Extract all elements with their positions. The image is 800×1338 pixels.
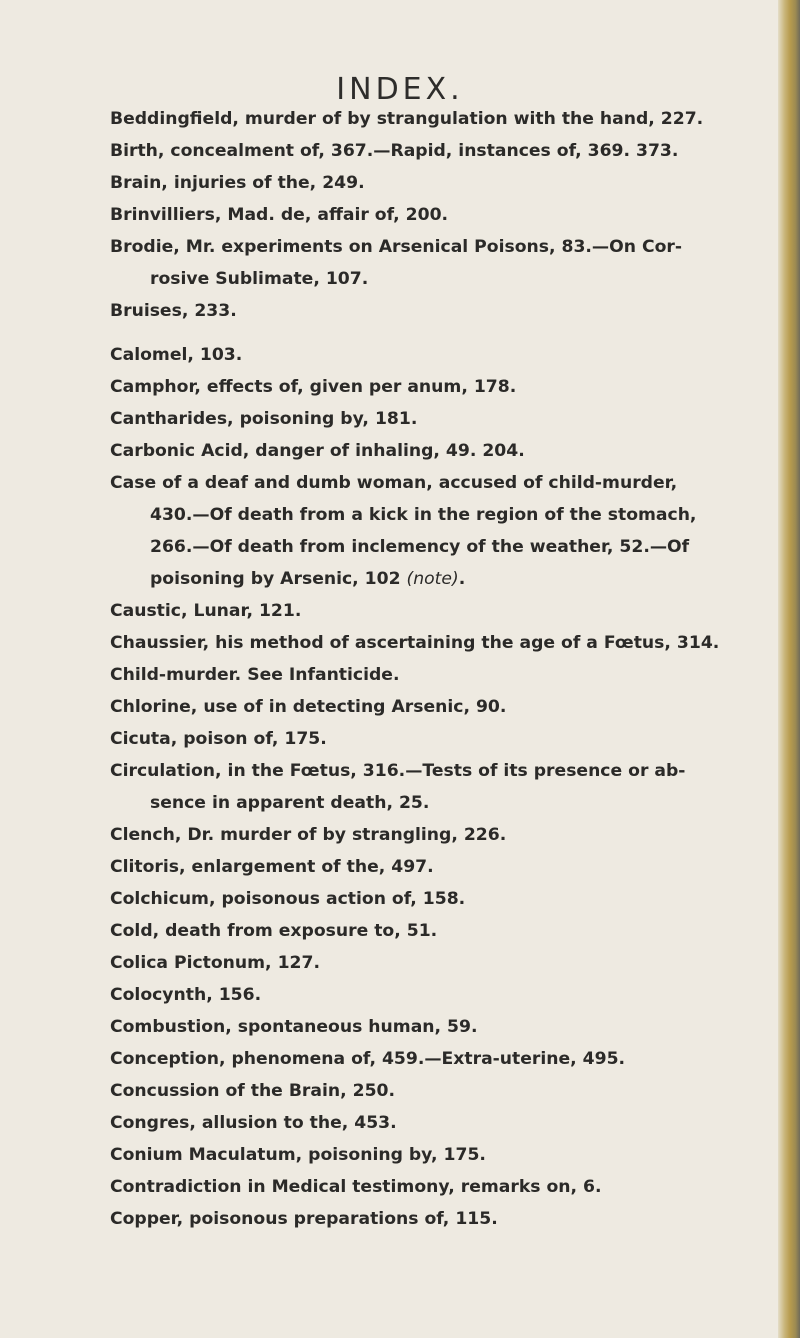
index-entry-line: Conium Maculatum, poisoning by, 175. [110,1145,486,1165]
index-entry [110,883,770,915]
index-entry-line: Combustion, spontaneous human, 59. [110,1017,478,1037]
index-entry-line: Clitoris, enlargement of the, 497. [110,857,434,877]
index-entry-line: Colchicum, poisonous action of, 158. [110,889,466,909]
index-entry-line: Cicuta, poison of, 175. [110,729,327,749]
index-entry-line: Concussion of the Brain, 250. [110,1081,396,1101]
page-edge [778,0,800,1338]
index-entry [110,199,770,231]
index-entry [110,295,770,327]
index-entry [110,1043,770,1075]
index-entry-line: Contradiction in Medical testimony, remarks on, 6. [110,1177,602,1197]
index-entry [110,1075,770,1107]
index-entry-line: Brinvilliers, Mad. de, affair of, 200. [110,205,449,225]
index-entry-line: Copper, poisonous preparations of, 115. [110,1209,498,1229]
index-entry [110,403,770,435]
index-entry [110,1171,770,1203]
index-entry-line: Colica Pictonum, 127. [110,953,320,973]
index-entry [110,103,770,135]
index-entry-line: Cold, death from exposure to, 51. [110,921,438,941]
index-entry-line: rosive Sublimate, 107. [150,269,369,289]
page-heading: INDEX. [336,72,464,107]
index-entry-line: Beddingfield, murder of by strangulation with the hand, 227. [110,109,704,129]
index-entry-line: Chlorine, use of in detecting Arsenic, 90. [110,697,507,717]
index-entry [110,755,770,819]
index-entry-line: Brodie, Mr. experiments on Arsenical Poisons, 83.—On Cor- [110,237,682,257]
index-entry [110,627,770,659]
index-entry-line: Child-murder. See Infanticide. [110,665,400,685]
index-entry [110,1203,770,1235]
index-entry [110,1011,770,1043]
index-entry-line: 430.—Of death from a kick in the region of the stomach, [150,505,697,525]
index-entry [110,467,770,595]
index-entry [110,435,770,467]
index-entry-line: 266.—Of death from inclemency of the weather, 52.—Of [150,537,690,557]
index-entry [110,819,770,851]
index-entry-line: Chaussier, his method of ascertaining the age of a Fœtus, 314. [110,633,720,653]
index-entry [110,723,770,755]
index-entry-line: Conception, phenomena of, 459.—Extra-uterine, 495. [110,1049,626,1069]
index-entry-line: Brain, injuries of the, 249. [110,173,365,193]
index-entry-line: sence in apparent death, 25. [150,793,430,813]
index-entry [110,947,770,979]
index-entry-note: (note) [406,569,459,589]
index-entry-line: Bruises, 233. [110,301,237,321]
index-entry [110,595,770,627]
index-entry [110,339,770,371]
index-entry-line: Carbonic Acid, danger of inhaling, 49. 204. [110,441,525,461]
index-entry-line: Cantharides, poisoning by, 181. [110,409,418,429]
index-entry-line: Camphor, effects of, given per anum, 178. [110,377,517,397]
index-entry-punct: . [458,569,466,589]
index-entry [110,691,770,723]
index-entry-line: Colocynth, 156. [110,985,262,1005]
index-entry [110,1107,770,1139]
index-entry [110,135,770,167]
index-entry [110,915,770,947]
index-entry [110,167,770,199]
index-entry [110,979,770,1011]
index-section-b [110,103,770,327]
index-entry [110,371,770,403]
index-entry-line: Case of a deaf and dumb woman, accused of child-murder, [110,473,678,493]
index-entry-line: poisoning by Arsenic, 102 [150,569,407,589]
index-entry [110,851,770,883]
index-entry [110,231,770,295]
index-entry-line: Birth, concealment of, 367.—Rapid, instances of, 369. 373. [110,141,679,161]
index-entry [110,659,770,691]
index-entry-line: Clench, Dr. murder of by strangling, 226. [110,825,507,845]
index-entry-line: Congres, allusion to the, 453. [110,1113,397,1133]
index-entry-line: Caustic, Lunar, 121. [110,601,302,621]
index-entry-line: Circulation, in the Fœtus, 316.—Tests of its presence or ab- [110,761,686,781]
index-section-c [110,339,770,1235]
index-entry-line: Calomel, 103. [110,345,243,365]
index-entry [110,1139,770,1171]
